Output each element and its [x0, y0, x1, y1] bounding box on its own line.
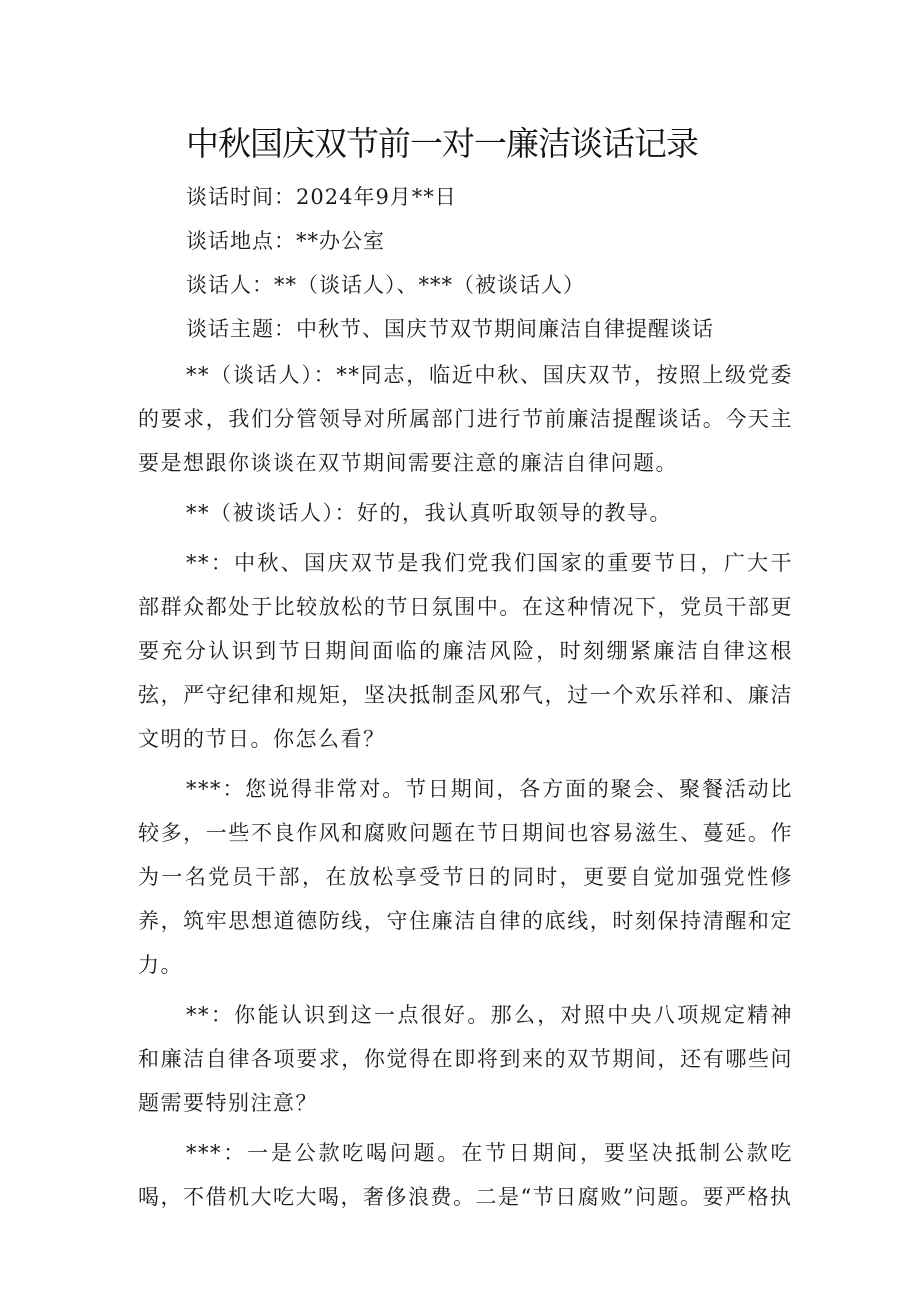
- paragraph: ***：一是公款吃喝问题。在节日期间，要坚决抵制公款吃喝，不借机大吃大喝，奢侈浪费。二是“节日腐败”问题。要严格执: [138, 1141, 793, 1209]
- paragraph: **（谈话人）：**同志，临近中秋、国庆双节，按照上级党委的要求，我们分管领导对所属部门进行节前廉洁提醒谈话。今天主要是想跟你谈谈在双节期间需要注意的廉洁自律问题。: [138, 363, 793, 475]
- paragraph: **：中秋、国庆双节是我们党我们国家的重要节日，广大干部群众都处于比较放松的节日氛围中。在这种情况下，党员干部更要充分认识到节日期间面临的廉洁风险，时刻绷紧廉洁自律这根弦，严守纪律和规矩，坚决抵制歪风邪气，过一个欢乐祥和、廉洁文明的节日。你怎么看？: [138, 551, 793, 751]
- meta-time: 谈话时间：2024年9月**日: [186, 185, 457, 209]
- paragraph: **（被谈话人）：好的，我认真听取领导的教导。: [186, 501, 672, 525]
- paragraph: **：你能认识到这一点很好。那么，对照中央八项规定精神和廉洁自律各项要求，你觉得在即将到来的双节期间，还有哪些问题需要特别注意？: [138, 1003, 793, 1115]
- dialogue-body: [138, 353, 793, 1225]
- meta-topic: 谈话主题：中秋节、国庆节双节期间廉洁自律提醒谈话: [186, 317, 714, 341]
- paragraph: ***：您说得非常对。节日期间，各方面的聚会、聚餐活动比较多，一些不良作风和腐败问题在节日期间也容易滋生、蔓延。作为一名党员干部，在放松享受节日的同时，更要自觉加强党性修养，筑牢思想道德防线，守住廉洁自律的底线，时刻保持清醒和定力。: [138, 777, 793, 977]
- meta-place: 谈话地点：**办公室: [186, 229, 385, 253]
- document-title: 中秋国庆双节前一对一廉洁谈话记录: [186, 124, 698, 163]
- meta-persons: 谈话人：**（谈话人）、***（被谈话人）: [186, 273, 585, 297]
